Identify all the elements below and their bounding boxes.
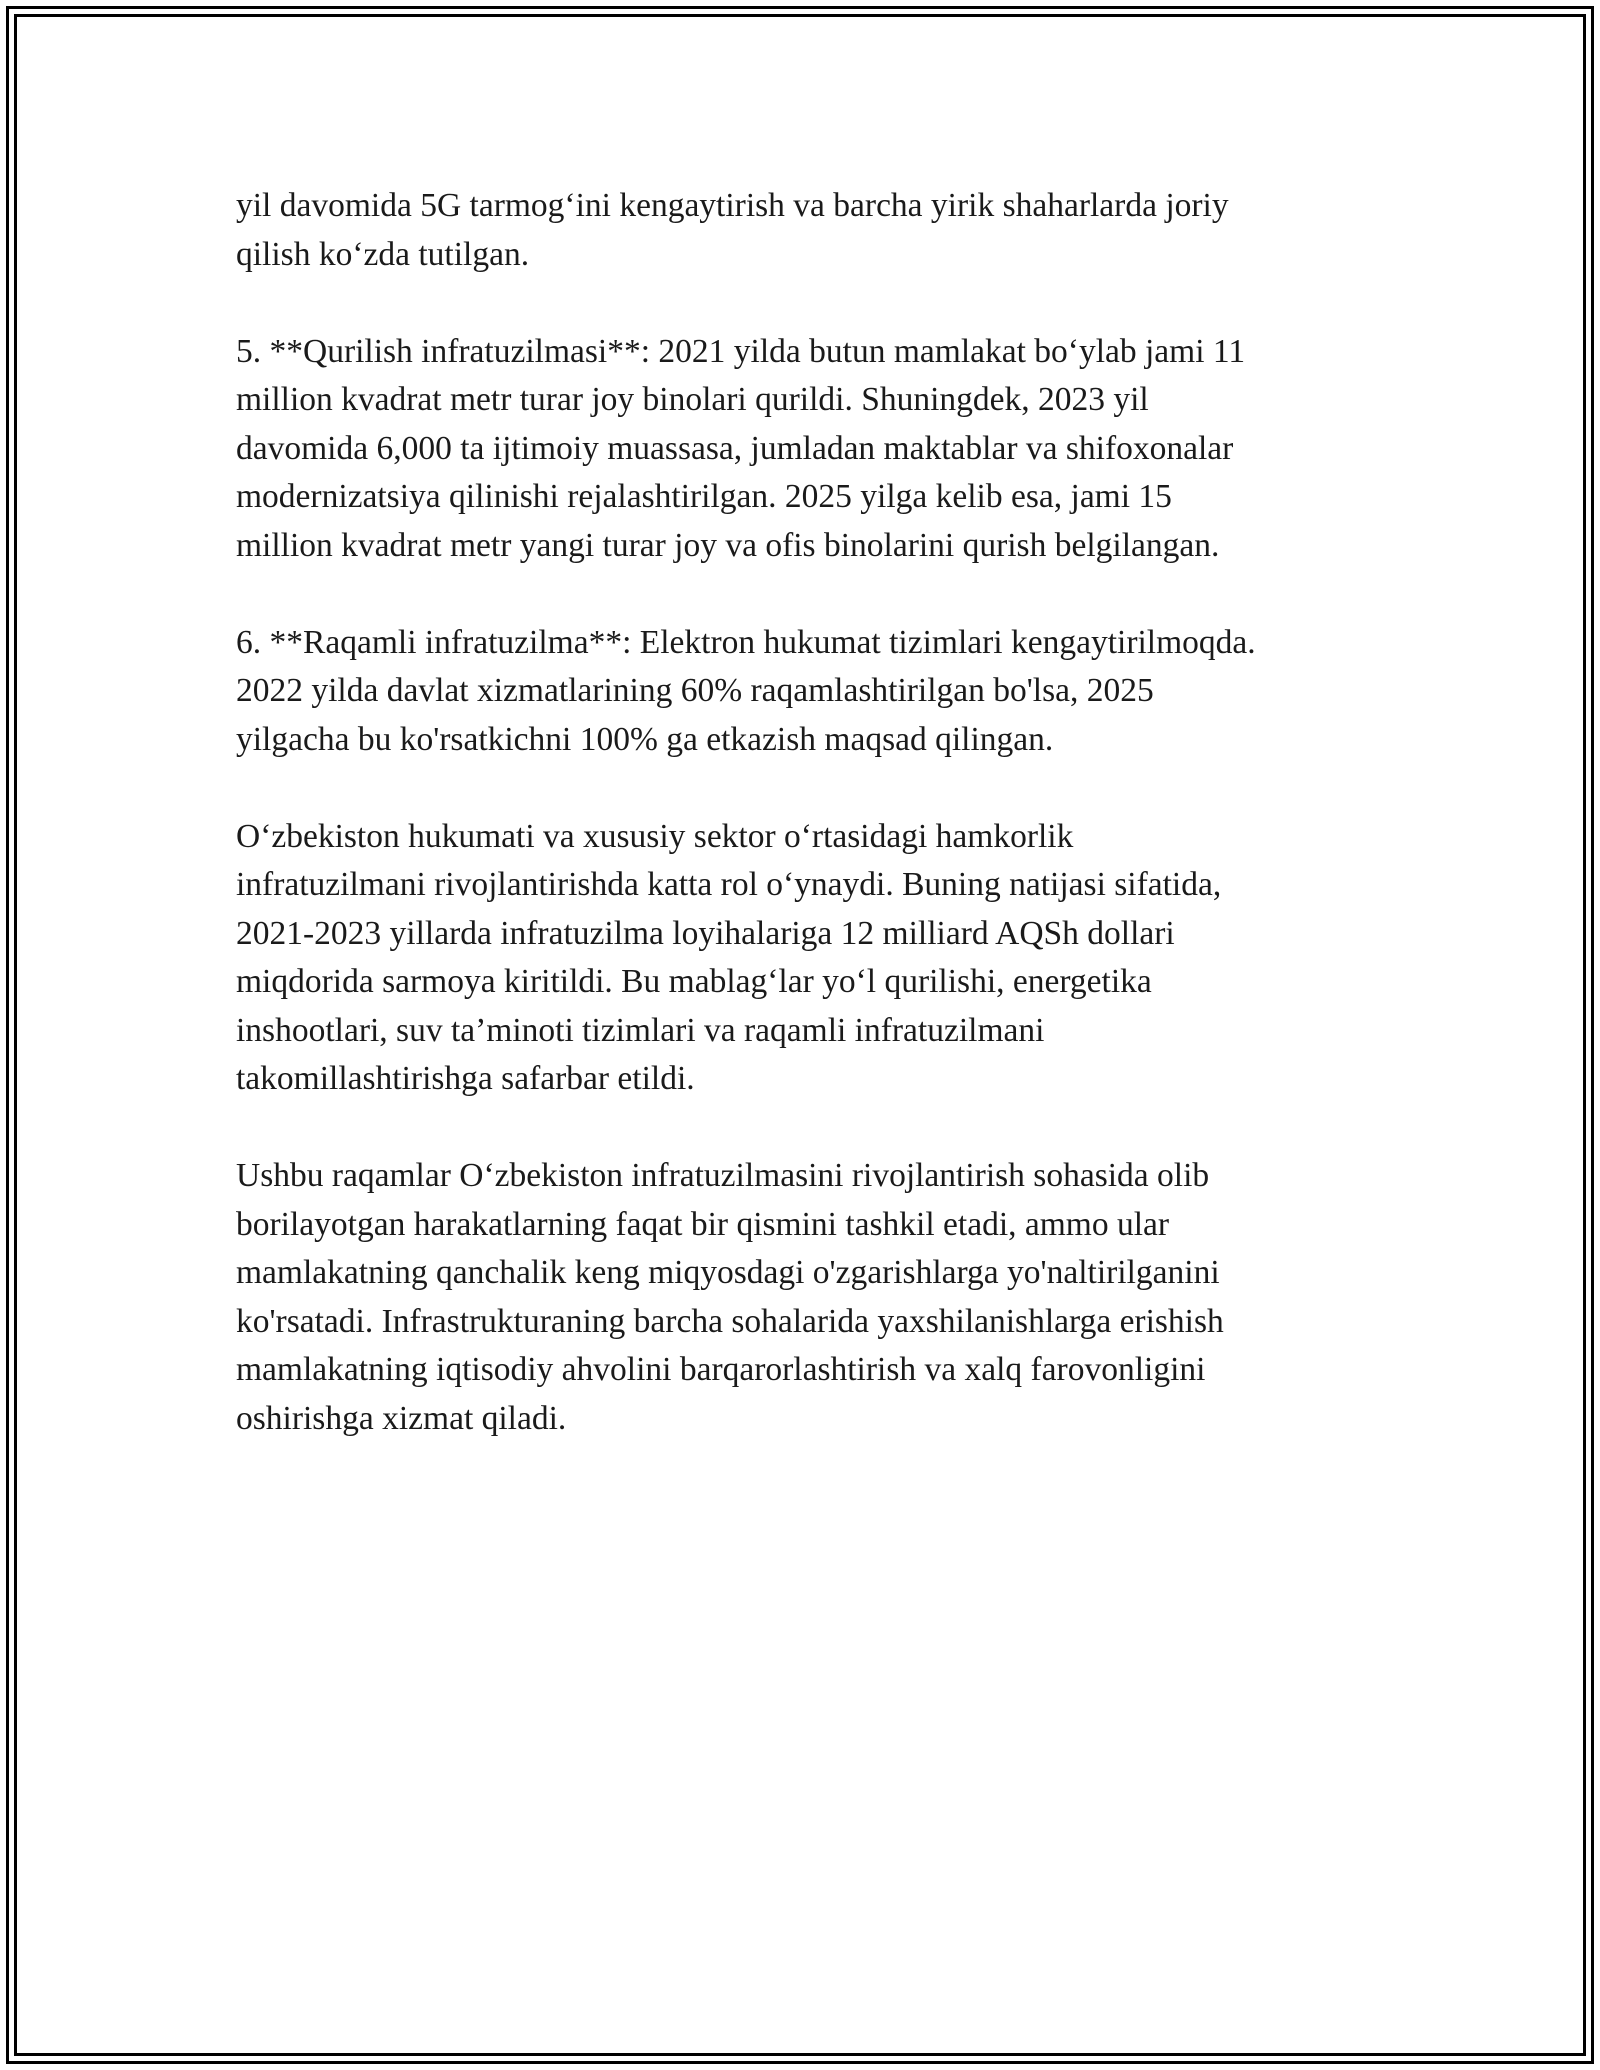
text-line: infratuzilmani rivojlantirishda katta rol o‘ynaydi. Buning natijasi sifatida,: [236, 866, 1222, 903]
text-line: 2021-2023 yillarda infratuzilma loyihalariga 12 milliard AQSh dollari: [236, 914, 1175, 952]
text-line: million kvadrat metr yangi turar joy va ofis binolarini qurish belgilangan.: [236, 526, 1220, 564]
text-line: Ushbu raqamlar O‘zbekiston infratuzilmasini rivojlantirish sohasida olib: [236, 1157, 1210, 1194]
paragraph-conclusion: [236, 1152, 1366, 1443]
text-line: O‘zbekiston hukumati va xususiy sektor o‘rtasidagi hamkorlik: [236, 817, 1074, 855]
document-body: [236, 182, 1366, 1492]
paragraph-5g-network: [236, 182, 1366, 279]
text-line: mamlakatning iqtisodiy ahvolini barqarorlashtirish va xalq farovonligini: [236, 1351, 1206, 1388]
paragraph-digital-infrastructure: [236, 619, 1366, 765]
text-line: 5. **Qurilish infratuzilmasi**: 2021 yilda butun mamlakat bo‘ylab jami 11: [236, 332, 1246, 370]
text-line: inshootlari, suv ta’minoti tizimlari va raqamli infratuzilmani: [236, 1011, 1045, 1049]
text-line: oshirishga xizmat qiladi.: [236, 1399, 567, 1437]
paragraph-public-private-partnership: [236, 813, 1366, 1104]
text-line: davomida 6,000 ta ijtimoiy muassasa, jumladan maktablar va shifoxonalar: [236, 429, 1234, 467]
text-line: qilish ko‘zda tutilgan.: [236, 235, 530, 273]
text-line: takomillashtirishga safarbar etildi.: [236, 1060, 695, 1097]
text-line: ko'rsatadi. Infrastrukturaning barcha sohalarida yaxshilanishlarga erishish: [236, 1302, 1224, 1340]
text-line: 2022 yilda davlat xizmatlarining 60% raqamlashtirilgan bo'lsa, 2025: [236, 672, 1154, 709]
text-line: 6. **Raqamli infratuzilma**: Elektron hukumat tizimlari kengaytirilmoqda.: [236, 623, 1256, 661]
text-line: borilayotgan harakatlarning faqat bir qismini tashkil etadi, ammo ular: [236, 1205, 1170, 1243]
text-line: million kvadrat metr turar joy binolari qurildi. Shuningdek, 2023 yil: [236, 381, 1149, 418]
text-line: modernizatsiya qilinishi rejalashtirilgan. 2025 yilga kelib esa, jami 15: [236, 478, 1172, 515]
text-line: yil davomida 5G tarmog‘ini kengaytirish va barcha yirik shaharlarda joriy: [236, 187, 1229, 224]
text-line: mamlakatning qanchalik keng miqyosdagi o'zgarishlarga yo'naltirilganini: [236, 1254, 1220, 1291]
text-line: yilgacha bu ko'rsatkichni 100% ga etkazish maqsad qilingan.: [236, 720, 1054, 758]
text-line: miqdorida sarmoya kiritildi. Bu mablag‘lar yo‘l qurilishi, energetika: [236, 963, 1152, 1000]
paragraph-construction-infrastructure: [236, 328, 1366, 571]
